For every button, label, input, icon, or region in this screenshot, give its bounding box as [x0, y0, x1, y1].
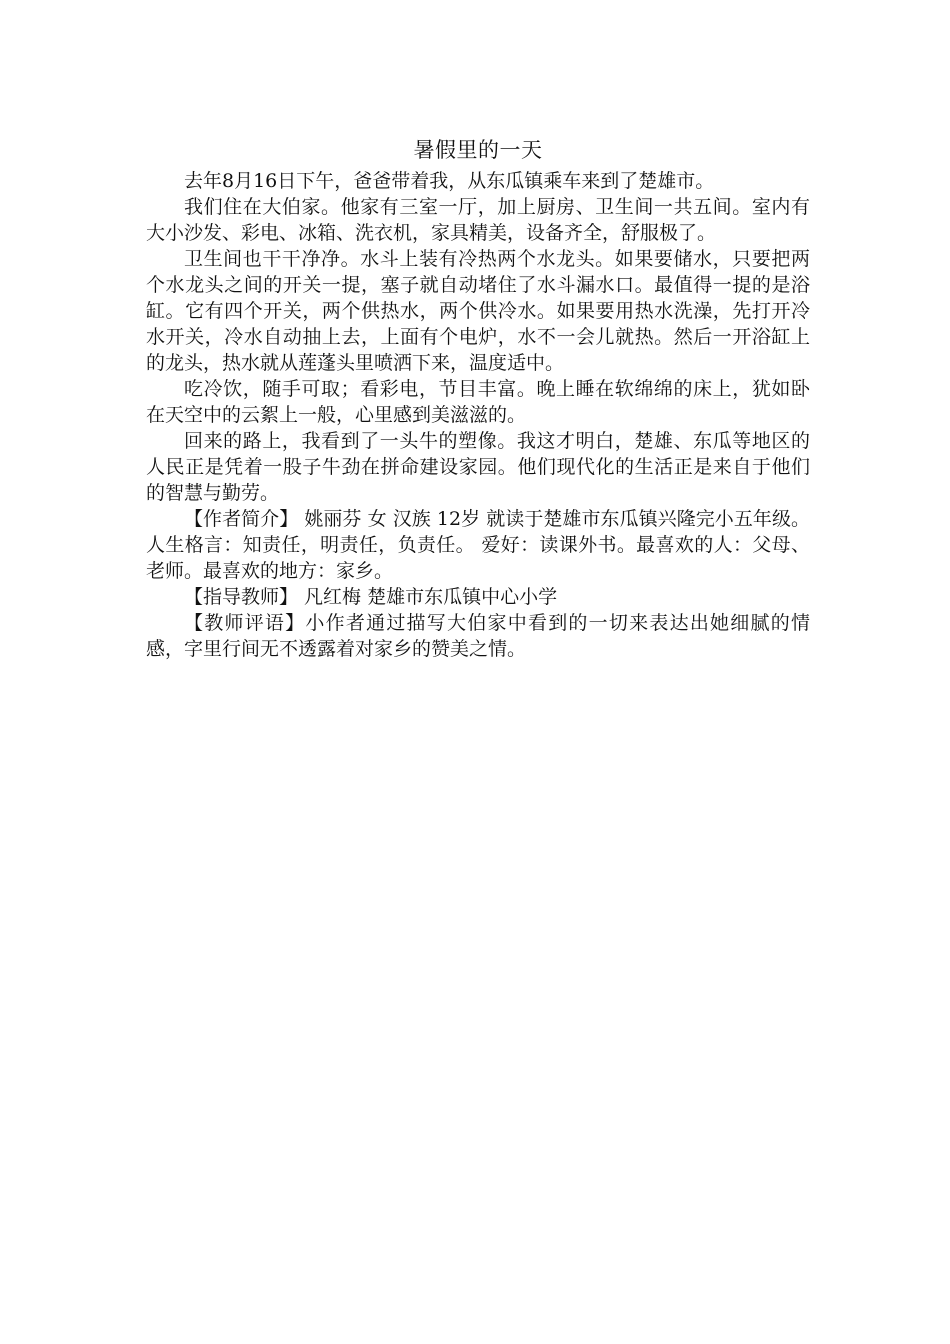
paragraph-return-trip: 回来的路上，我看到了一头牛的塑像。我这才明白，楚雄、东瓜等地区的人民正是凭着一股子牛劲在拼命建设家园。他们现代化的生活正是来自于他们的智慧与勤劳。	[146, 430, 810, 504]
document-title: 暑假里的一天	[413, 138, 543, 162]
document-body	[146, 134, 810, 662]
paragraph-instructor: 【指导教师】 凡红梅 楚雄市东瓜镇中心小学	[184, 586, 558, 608]
paragraph-bathroom: 卫生间也干干净净。水斗上装有冷热两个水龙头。如果要储水，只要把两个水龙头之间的开关一提，塞子就自动堵住了水斗漏水口。最值得一提的是浴缸。它有四个开关，两个供热水，两个供冷水。如果要用热水洗澡，先打开冷水开关，冷水自动抽上去，上面有个电炉，水不一会儿就热。然后一开浴缸上的龙头，热水就从莲蓬头里喷洒下来，温度适中。	[146, 248, 810, 374]
paragraph-uncle-house: 我们住在大伯家。他家有三室一厅，加上厨房、卫生间一共五间。室内有大小沙发、彩电、冰箱、洗衣机，家具精美，设备齐全，舒服极了。	[146, 196, 810, 244]
paragraph-teacher-comment: 【教师评语】小作者通过描写大伯家中看到的一切来表达出她细腻的情感，字里行间无不透露着对家乡的赞美之情。	[146, 612, 810, 660]
paragraph-comforts: 吃冷饮，随手可取；看彩电，节目丰富。晚上睡在软绵绵的床上，犹如卧在天空中的云絮上一般，心里感到美滋滋的。	[146, 378, 810, 426]
paragraph-author-bio: 【作者简介】 姚丽芬 女 汉族 12岁 就读于楚雄市东瓜镇兴隆完小五年级。人生格言：知责任，明责任，负责任。 爱好：读课外书。最喜欢的人：父母、老师。最喜欢的地方：家乡。	[146, 508, 810, 582]
paragraph-arrival: 去年8月16日下午，爸爸带着我，从东瓜镇乘车来到了楚雄市。	[184, 170, 715, 192]
